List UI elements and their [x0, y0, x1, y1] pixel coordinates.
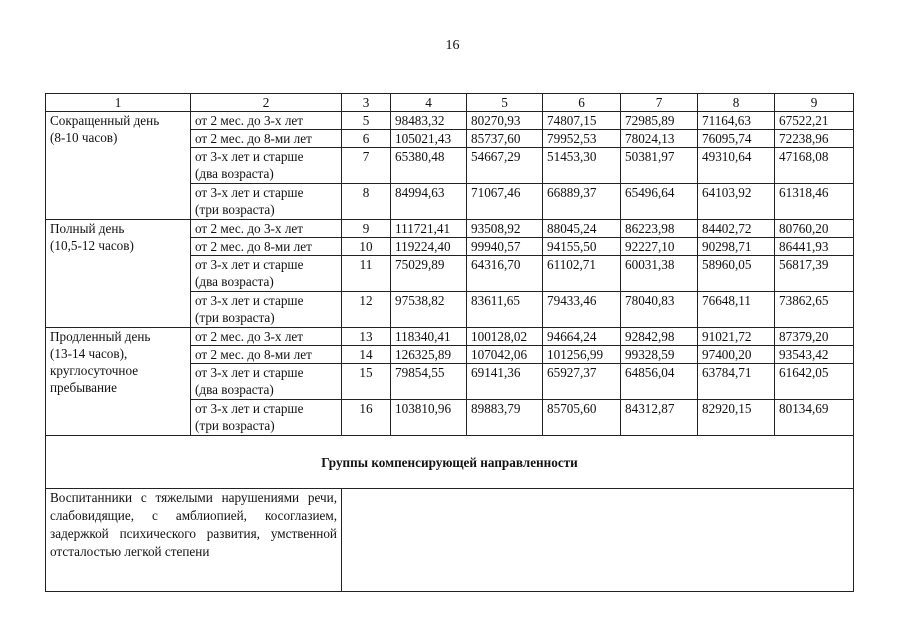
value-cell: 79952,53 [543, 130, 621, 148]
group-name-line: Полный день [50, 221, 125, 236]
subgroup-line: от 3-х лет и старше [195, 293, 304, 308]
header-cell: 2 [191, 94, 342, 112]
row-number-cell: 8 [342, 184, 391, 220]
subgroup-line: от 3-х лет и старше [195, 365, 304, 380]
row-number-cell: 5 [342, 112, 391, 130]
row-number-cell: 10 [342, 238, 391, 256]
table-row [46, 328, 854, 346]
value-cell: 119224,40 [391, 238, 467, 256]
value-cell: 97400,20 [698, 346, 775, 364]
value-cell: 99940,57 [467, 238, 543, 256]
group-name-line: Сокращенный день [50, 113, 160, 128]
value-cell: 84312,87 [621, 400, 698, 436]
value-cell: 54667,29 [467, 148, 543, 184]
value-cell: 107042,06 [467, 346, 543, 364]
value-cell: 79854,55 [391, 364, 467, 400]
header-cell: 9 [775, 94, 854, 112]
value-cell: 65380,48 [391, 148, 467, 184]
value-cell: 99328,59 [621, 346, 698, 364]
value-cell: 74807,15 [543, 112, 621, 130]
subgroup-cell [191, 220, 342, 238]
subgroup-line: (два возраста) [195, 274, 274, 289]
value-cell: 67522,21 [775, 112, 854, 130]
value-cell: 66889,37 [543, 184, 621, 220]
value-cell: 89883,79 [467, 400, 543, 436]
value-cell: 51453,30 [543, 148, 621, 184]
value-cell: 56817,39 [775, 256, 854, 292]
value-cell: 69141,36 [467, 364, 543, 400]
subgroup-line: от 2 мес. до 8-ми лет [195, 239, 312, 254]
value-cell: 84994,63 [391, 184, 467, 220]
header-cell: 7 [621, 94, 698, 112]
value-cell: 76648,11 [698, 292, 775, 328]
value-cell: 105021,43 [391, 130, 467, 148]
value-cell: 61642,05 [775, 364, 854, 400]
value-cell: 78040,83 [621, 292, 698, 328]
value-cell: 91021,72 [698, 328, 775, 346]
subgroup-line: от 2 мес. до 3-х лет [195, 113, 304, 128]
row-number-cell: 9 [342, 220, 391, 238]
group-name-line: круглосуточное [50, 363, 139, 378]
subgroup-cell [191, 148, 342, 184]
subgroup-line: (три возраста) [195, 418, 275, 433]
value-cell: 98483,32 [391, 112, 467, 130]
value-cell: 47168,08 [775, 148, 854, 184]
value-cell: 97538,82 [391, 292, 467, 328]
value-cell: 65927,37 [543, 364, 621, 400]
subgroup-cell [191, 112, 342, 130]
value-cell: 87379,20 [775, 328, 854, 346]
value-cell: 118340,41 [391, 328, 467, 346]
value-cell: 103810,96 [391, 400, 467, 436]
group-name-cell [46, 112, 191, 220]
value-cell: 92227,10 [621, 238, 698, 256]
value-cell: 111721,41 [391, 220, 467, 238]
subgroup-line: (два возраста) [195, 166, 274, 181]
table-header-row [46, 94, 854, 112]
value-cell: 85705,60 [543, 400, 621, 436]
value-cell: 80270,93 [467, 112, 543, 130]
subgroup-cell [191, 130, 342, 148]
value-cell: 58960,05 [698, 256, 775, 292]
value-cell: 79433,46 [543, 292, 621, 328]
section-row [46, 436, 854, 489]
subgroup-line: от 3-х лет и старше [195, 257, 304, 272]
value-cell: 100128,02 [467, 328, 543, 346]
value-cell: 72238,96 [775, 130, 854, 148]
value-cell: 64103,92 [698, 184, 775, 220]
subgroup-cell [191, 400, 342, 436]
row-number-cell: 6 [342, 130, 391, 148]
value-cell: 61318,46 [775, 184, 854, 220]
value-cell: 93508,92 [467, 220, 543, 238]
row-number-cell: 12 [342, 292, 391, 328]
row-number-cell: 14 [342, 346, 391, 364]
row-number-cell: 13 [342, 328, 391, 346]
row-number-cell: 16 [342, 400, 391, 436]
row-number-cell: 11 [342, 256, 391, 292]
table-row [46, 112, 854, 130]
group-name-line: пребывание [50, 380, 117, 395]
subgroup-line: (два возраста) [195, 382, 274, 397]
value-cell: 94155,50 [543, 238, 621, 256]
value-cell: 71164,63 [698, 112, 775, 130]
group-name-line: (8-10 часов) [50, 130, 118, 145]
subgroup-cell [191, 256, 342, 292]
value-cell: 90298,71 [698, 238, 775, 256]
value-cell: 63784,71 [698, 364, 775, 400]
group-name-cell [46, 328, 191, 436]
value-cell: 86441,93 [775, 238, 854, 256]
subgroup-line: от 2 мес. до 3-х лет [195, 329, 304, 344]
value-cell: 83611,65 [467, 292, 543, 328]
value-cell: 93543,42 [775, 346, 854, 364]
subgroup-line: от 3-х лет и старше [195, 185, 304, 200]
section-title: Группы компенсирующей направленности [46, 436, 854, 489]
header-cell: 4 [391, 94, 467, 112]
subgroup-line: от 2 мес. до 3-х лет [195, 221, 304, 236]
tariff-table [45, 93, 854, 592]
value-cell: 88045,24 [543, 220, 621, 238]
final-row-description: Воспитанники с тяжелыми нарушениями речи, слабовидящие, с амблиопией, косоглазием, задержкой психического развития, умственной отсталостью легкой степени [46, 489, 342, 592]
value-cell: 86223,98 [621, 220, 698, 238]
subgroup-cell [191, 292, 342, 328]
value-cell: 65496,64 [621, 184, 698, 220]
value-cell: 61102,71 [543, 256, 621, 292]
group-name-line: Продленный день [50, 329, 151, 344]
subgroup-line: от 3-х лет и старше [195, 401, 304, 416]
value-cell: 75029,89 [391, 256, 467, 292]
final-row [46, 489, 854, 592]
final-row-empty-cell [342, 489, 854, 592]
value-cell: 72985,89 [621, 112, 698, 130]
value-cell: 60031,38 [621, 256, 698, 292]
subgroup-line: от 2 мес. до 8-ми лет [195, 131, 312, 146]
value-cell: 71067,46 [467, 184, 543, 220]
subgroup-cell [191, 328, 342, 346]
subgroup-cell [191, 364, 342, 400]
value-cell: 78024,13 [621, 130, 698, 148]
value-cell: 82920,15 [698, 400, 775, 436]
subgroup-line: от 2 мес. до 8-ми лет [195, 347, 312, 362]
group-name-line: (13-14 часов), [50, 346, 128, 361]
header-cell: 3 [342, 94, 391, 112]
subgroup-line: (три возраста) [195, 202, 275, 217]
value-cell: 64856,04 [621, 364, 698, 400]
value-cell: 80760,20 [775, 220, 854, 238]
subgroup-cell [191, 238, 342, 256]
value-cell: 76095,74 [698, 130, 775, 148]
value-cell: 85737,60 [467, 130, 543, 148]
value-cell: 64316,70 [467, 256, 543, 292]
value-cell: 92842,98 [621, 328, 698, 346]
header-cell: 6 [543, 94, 621, 112]
header-cell: 5 [467, 94, 543, 112]
group-name-cell [46, 220, 191, 328]
table-row [46, 220, 854, 238]
subgroup-cell [191, 184, 342, 220]
group-name-line: (10,5-12 часов) [50, 238, 134, 253]
row-number-cell: 15 [342, 364, 391, 400]
value-cell: 49310,64 [698, 148, 775, 184]
value-cell: 84402,72 [698, 220, 775, 238]
subgroup-line: (три возраста) [195, 310, 275, 325]
header-cell: 8 [698, 94, 775, 112]
value-cell: 94664,24 [543, 328, 621, 346]
value-cell: 80134,69 [775, 400, 854, 436]
subgroup-cell [191, 346, 342, 364]
value-cell: 126325,89 [391, 346, 467, 364]
subgroup-line: от 3-х лет и старше [195, 149, 304, 164]
header-cell: 1 [46, 94, 191, 112]
page-number: 16 [445, 38, 460, 53]
value-cell: 73862,65 [775, 292, 854, 328]
value-cell: 101256,99 [543, 346, 621, 364]
row-number-cell: 7 [342, 148, 391, 184]
value-cell: 50381,97 [621, 148, 698, 184]
